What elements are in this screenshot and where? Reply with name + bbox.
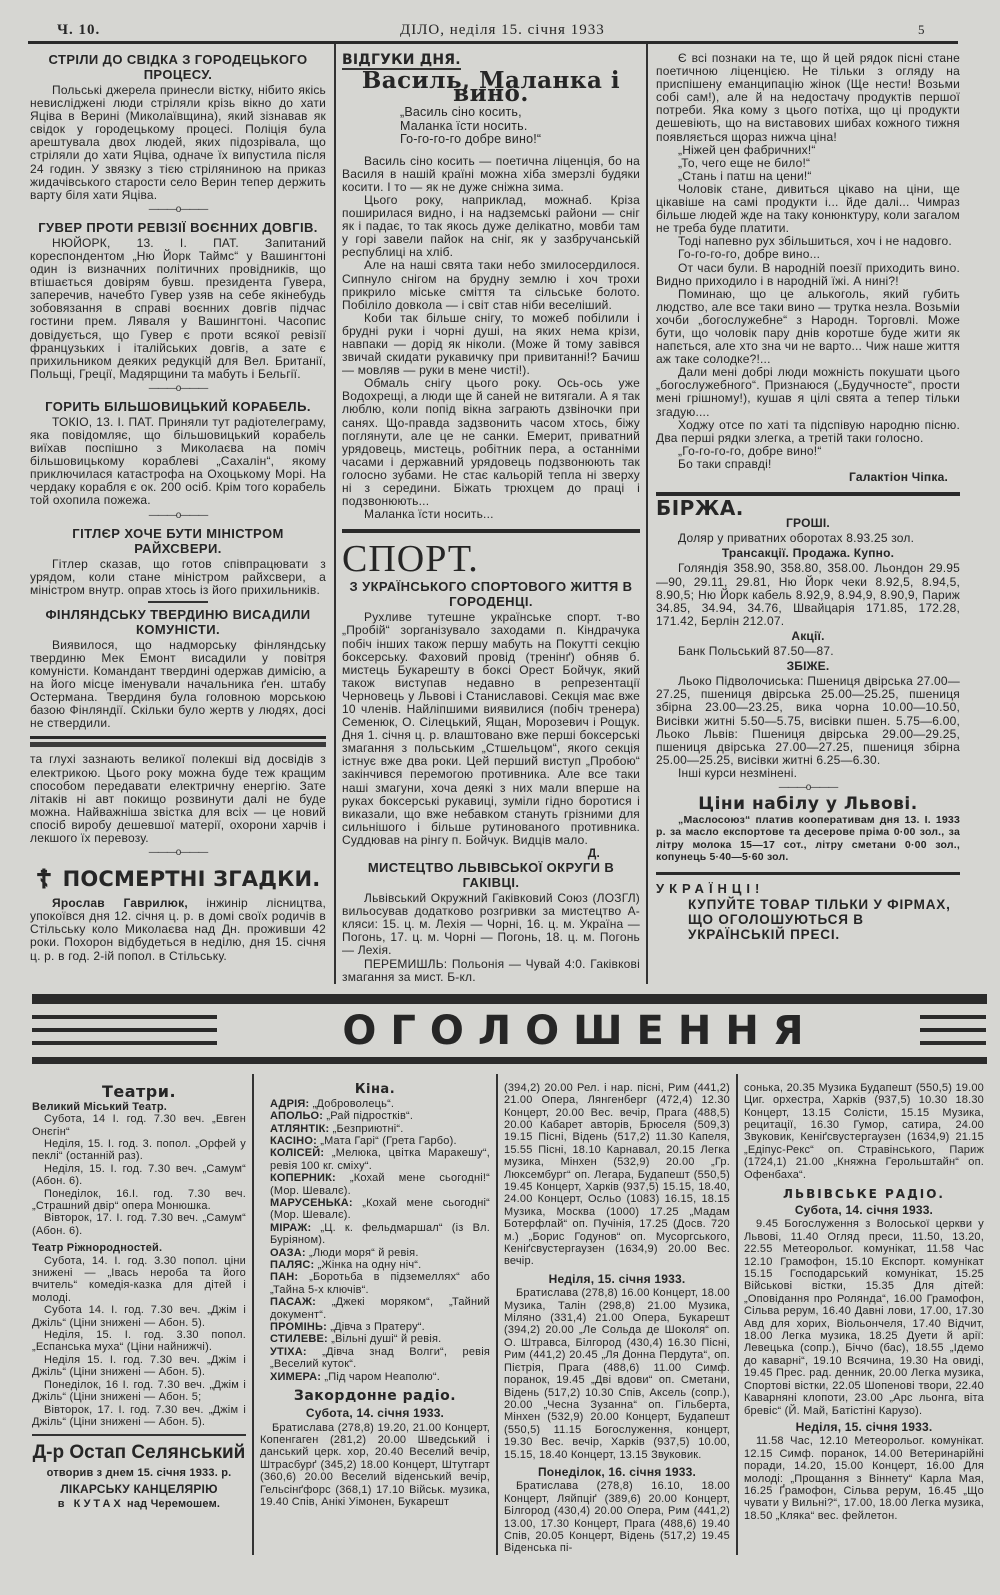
banner-line <box>920 1015 986 1019</box>
film-title: „Під чаром Неаполю“. <box>321 1370 440 1383</box>
theatre-name: Великий Міський Театр. <box>32 1100 168 1113</box>
cinema-name: ПАН: <box>270 1271 299 1284</box>
paragraph: Вівторок, 17. І. год. 7.30 веч. „Самум“ (Абон. 6). <box>32 1212 246 1237</box>
feuilleton-continuation <box>656 52 960 484</box>
paragraph: ПЕРЕМИШЛЬ: Польонія — Чувай 4:0. Гаківкові змагання за мист. Б-кл. <box>342 956 640 984</box>
paragraph: Понеділок, 16.І. год. 7.30 веч. „Страшний двір“ опера Монюшка. <box>32 1187 246 1212</box>
paragraph: Неділя 15. І. год. 7.30 веч. „Джім і Джіль“ (Ціни знижені — Абон. 5). <box>32 1353 246 1379</box>
paragraph <box>260 1247 490 1259</box>
banner-line <box>920 1041 986 1045</box>
town-suffix: над Черемошем. <box>123 1497 221 1510</box>
paragraph: Тоді напевно рух збільшиться, хоч і не надовго. <box>678 234 952 249</box>
separator <box>30 204 326 216</box>
film-title: „Мата Гарі“ (Грета Гарбо). <box>316 1134 457 1147</box>
dairy-title: Ціни набілу у Львові. <box>698 793 918 814</box>
ads-banner <box>32 994 987 1066</box>
theatre-listings <box>32 1255 246 1429</box>
radio-program: Братислава (278,8) 16.00 Концерт, 18.00 Музика, Талін (298,8) 21.00 Музика, Міляно (331,4) 21.00 Опера, Букарешт (394,2) 20.00 „Ле Сольда де Шоколя“ оп. О. Штравса, Білгород (430,4) 16.30 Пісні, Рим (441,2) 20.45 „Ля Донна Пердута“, оп. Пієтрія, Прага (488,6) 11.00 Симф. поранок, 19.45 „Дві вдови“ оп. Сметани, Відень (517,2) 10.30 Спів, Аксель (сопр.), 20.00 „Чесна Зузанна“ оп. Гільберта, Мінхен (532,9) 20.00 Концерт, Будапешт (550,5) 11.15 Богослуження, концерт, 19.30 Вес. вечір, Харків (937,5) 10.00, 15.15, 18.40 Концерт, 13.15 Звуковик. <box>504 1287 730 1461</box>
paragraph <box>260 1333 490 1345</box>
separator <box>30 847 326 859</box>
film-title: „Вільні душі“ й ревія. <box>327 1333 442 1346</box>
town: в КУТАХ <box>57 1497 124 1510</box>
headline: ГОРИТЬ БІЛЬШОВИЦЬКИЙ КОРАБЕЛЬ. <box>45 398 311 414</box>
sport-section <box>342 539 640 983</box>
banner-line <box>32 1015 217 1019</box>
doctor-line: ЛІКАРСЬКУ КАНЦЕЛЯРІЮ <box>60 1481 218 1496</box>
paragraph: Неділя, 15. І. год. 3. попол. „Орфей у пеклі“ (останній раз). <box>32 1137 246 1163</box>
theatres-section <box>32 1074 254 1555</box>
obituary-body: інжинір лісництва, упокоївся дня 12. січня ц. р. в домі своїх родичів в Стільську коло Миколаєва над Дн. проживши 42 роки. Похорон відбудеться в неділю, дня 15. січня ц. р. в год. 2-ій попол. в Стільську. <box>30 896 326 963</box>
cinema-name: АДРІЯ: <box>270 1097 310 1110</box>
cinema-name: ПРОМІНЬ: <box>270 1321 327 1334</box>
lviv-radio-section <box>738 1074 984 1555</box>
feuilleton <box>342 52 640 521</box>
cinema-name: УТІХА: <box>270 1345 307 1358</box>
header-rule <box>28 41 958 44</box>
deceased-name: Ярослав Гаврилюк, <box>52 896 188 911</box>
masthead: ДІЛО, неділя 15. січня 1933 <box>400 22 605 38</box>
right-column <box>648 44 960 984</box>
radio-program: сонька, 20.35 Музика Будапешт (550,5) 19.00 Циг. орхестра, Харків (937,5) 10.30 18.30 Концерт, 13.15 Солісти, 15.15 Музика, рецитації, 16.30 Гумор, сатира, 24.00 Звуковик, Кеніґсвустергаузен (1634,9) 21.15 „Едіпус-Рекс“ оп. Стравінського, Париж (1724,1) 21.00 „Княжна Герольштайн“ оп. Офенбаха“. <box>744 1081 984 1181</box>
orthodox-cross-icon: ☦ <box>35 864 53 895</box>
paragraph: Гітлер сказав, що готов співпрацювати з урядом, коли стане міністром райхсвери, а міністром внутр. оправ хтось із його прихильників. <box>30 556 326 597</box>
paragraph: Бо таки справді! <box>678 456 772 471</box>
cinema-name: АТЛЯНТІК: <box>270 1122 330 1135</box>
paragraph: Неділя, 15. І. год. 7.30 веч. „Самум“ (Абон. 6). <box>32 1162 246 1188</box>
poem-line: Маланка їсти носить. <box>400 118 528 133</box>
feuilleton-body <box>656 52 960 471</box>
dairy-prices: „Маслосоюз“ платив кооперативам дня 13. І. 1933 р. за масло експортове та десерове пріма 0·00 зол., за літру молока 15—17 сот., літру сметани 0·00 зол., копунець 5·40—5·60 зол. <box>656 814 960 864</box>
paragraph: та глухі зазнають великої полекші від досвідів з електрикою. Цього року можна буде теж кращим способом передавати електричну енергію. Зате літаків ні авт покищо розвинути далі не буде можна. Найважніша звістка для всіх — це новий спосіб виробу дешевшої матерії, охорони харчів і лекшого їх перевозу. <box>30 752 326 846</box>
separator <box>656 782 960 794</box>
paragraph: Субота 14. І. год. 7.30 веч. „Джім і Джіль“ (Ціни знижені — Абон. 5). <box>32 1304 246 1329</box>
cinema-name: ПАСАЖ: <box>270 1296 316 1309</box>
author-signature: Галактіон Чіпка. <box>849 470 948 484</box>
section-rule <box>342 529 640 533</box>
exchange-rubric: БІРЖА. <box>656 496 744 521</box>
rubric: ВІДГУКИ ДНЯ. <box>342 52 461 68</box>
paragraph <box>260 1296 490 1321</box>
divider <box>30 736 326 739</box>
headline: ГІТЛЄР ХОЧЕ БУТИ МІНІСТРОМ РАЙХСВЕРИ. <box>72 525 284 556</box>
cinema-name: КАСІНО: <box>270 1134 317 1147</box>
radio-program: 11.58 Час, 12.10 Метеорольог. комунікат. 12.15 Симф. поранок, 14.00 Ветеринарійні поради, 14.20, 15.00 Концерт, 16.00 Для молоді: „Прощання з Віннету“ Карла Мая, 16.25 Ґрамофон, Сільва рерум, 16.45 „Що чувати у Вильні?“, 17.00, 18.00 Легка музика, 18.50 „Кляка“ вес. фейлетон. <box>744 1435 984 1522</box>
cinema-name: АПОЛЬО: <box>270 1110 324 1123</box>
separator <box>30 510 326 522</box>
foreign-radio-title: Закордонне радіо. <box>293 1388 457 1405</box>
paragraph <box>260 1271 490 1296</box>
doctor-name: Д-р Остап Селянський <box>32 1442 246 1464</box>
cinema-name: ПАЛЯС: <box>270 1259 315 1272</box>
paragraph: „Ніжей цен фабричних!“ <box>678 142 816 157</box>
day-heading: Неділя, 15. січня 1933. <box>795 1419 933 1434</box>
paragraph <box>260 1098 490 1110</box>
obituaries-title: ПОСМЕРТНІ ЗГАДКИ. <box>62 867 321 892</box>
paragraph: „Стань і патш на цени!“ <box>678 168 812 183</box>
subheading: ЗБІЖЕ. <box>786 659 830 674</box>
cinema-name: СТИЛЕВЕ: <box>270 1333 328 1346</box>
radio-program: Братислава (278,8) 19.20, 21.00 Концерт, Копенгаген (281,2) 20.00 Шведський і данський церк. хор, 20.40 Веселий вечір, Штрасбурґ (345,2) 18.00 Концерт, Штутгарт (360,6) 20.00 Веселий віденський вечір, Гельсінґфорс (368,1) 17.10 Військ. музика, 19.40 Спів, Анікі Уімонен, Букарешт <box>260 1421 490 1508</box>
separator <box>148 601 208 603</box>
paragraph: Ходжу отсе по хаті та підспівую народню пісню. Два перші рядки злегка, а третій таки голосно. <box>656 417 960 445</box>
paragraph: Вівторок, 17. І. год. 7.30 веч. „Джім і Джіль“ (Ціни знижені — Абон. 5). <box>32 1403 246 1428</box>
paragraph: Поминаю, що це алькоголь, який губить людство, але все таки вино — трутка незла. Возьміи хочби „богослужебне“ з Народн. Торговлі. Може бути, що чоловік пару днів коротше буде жити як напється, але хто зна чи не варто... Чиж наше життя аж таке солодке?!... <box>656 286 960 367</box>
separator <box>30 383 326 395</box>
radio-program: 9.45 Богослуження з Волоської церкви у Львові, 11.40 Огляд преси, 11.50, 13.20, 22.55 Метеорольог. комунікат, 11.58 Час 12.10 Грамофон, 15.10 Експорт. комунікат 15.15 Господарський комунікат, 15.25 Військові вістки, 15.35 Для дітей: „Оповідання про Роляндa“, 16.00 Грамофон, Сільва рерум, 16.40 Давні лови, 17.00, 17.30 Авд для хорих, Віольончеля, 17.40 Відчит, 18.00 Легка музика, 18.25 Дуети й арії: Левецька (сопр.), Біччо (бас), 18.55 „Ідемо до каварні“, 19.10 Всячина, 19.30 На овиді, 19.45 Прес. рад. денник, 20.00 Легка музика, Спортові вістки, 22.05 Шопенові твори, 22.40 Каварняні клопоти, 23.00 „Арс льонга, віта бревіс“ (Й. Май, Батістіні Карузо). <box>744 1218 984 1417</box>
banner-line <box>920 1028 986 1032</box>
day-heading: Неділя, 15. січня 1933. <box>548 1271 686 1286</box>
day-heading: Понеділок, 16. січня 1933. <box>537 1464 697 1479</box>
paragraph: Субота, 14. І. год. 3.30 попол. ціни знижені — „Івась нероба та його вчитель“ комедія-казка для дітей і молоді. <box>32 1254 246 1304</box>
feuilleton-body <box>342 155 640 522</box>
cinema-name: КОЛІСЕЙ: <box>270 1147 325 1160</box>
paragraph: Маланка їсти носить... <box>364 507 494 522</box>
poem-line: Го-го-го-го добре вино!“ <box>400 132 542 147</box>
ads-section <box>32 1074 987 1555</box>
subheading: Акції. <box>791 628 825 643</box>
article-body <box>30 416 326 508</box>
other-rates: Інші курси незмінені. <box>678 765 798 780</box>
appeal-text: КУПУЙТЕ ТОВАР ТІЛЬКИ У ФІРМАХ, ЩО ОГОЛОШУЮТЬСЯ В УКРАЇНСЬКІЙ ПРЕСІ. <box>688 896 951 942</box>
article-continuation <box>30 753 326 845</box>
headline: З УКРАЇНСЬКОГО СПОРТОВОГО ЖИТТЯ В ГОРОДЕНЦІ. <box>349 579 633 610</box>
ads-banner-title: ОГОЛОШЕННЯ <box>342 1007 818 1054</box>
subheading: Трансакції. Продажа. Купно. <box>721 546 895 561</box>
paragraph: НЮЙОРК, 13. І. ПАТ. Запитаний кореспондентом „Ню Йорк Таймс“ у Вашингтоні один із визначних політичних провідників, що втішається довірям бувш. президента Гувера, заперечив, начебто Гувер узяв на себе якінебудь зобовязання в справі воєнних довгів підчас гостини прем. Ляваля у Вашингтоні. Часопис довідується, що Гувер є проти всякої ревізії французьких і італійських довгів, а зате є прихильником деяких редукцій для Вел. Британії, Польщі, Греції, Мадярщини та мабуть і Бельгії. <box>30 235 326 381</box>
paragraph <box>260 1259 490 1271</box>
issue-number: Ч. 10. <box>57 22 101 38</box>
paragraph: Рухливе тутешне українське спорт. т-во „Пробій“ зорганізувало заходами п. Кіндрачука побіч інших також першу мабуть на Покутті секцію боксерську. Фаховий провід (тренінґ) обняв б. мистець Букарешту в боксі Орест Бойчук, який також виступав недавно в репрезентації Черновець у Львові і Станиславові. Секція має вже 10 членів. Найліпшими виявилися (побіч тренера) Семенюк, О. Сілецький, Ящан, Морозевич і Рощук. Дня 1. січня ц. р. влаштовано вже перші боксерські змагання з польським „Стшельцом“, якого секція істнує вже два роки. Цей перший виступ „Пробою“ закінчився перемогою противника. Але все таки наші змагуни, хоча деякі з них мали вперше на руках боксерські рукавиці, зуміли гідно боротися і виказали, що вже небавком стануть грізними для сильнішого і більше рутинованого противника. Суддював на рінгу п. Бойчук. Видців мало. <box>342 610 640 847</box>
money-rate: Доляр у приватних оборотах 8.93.25 зол. <box>678 531 915 546</box>
lviv-radio-title: ЛЬВІВСЬКЕ РАДІО. <box>782 1187 945 1201</box>
paragraph: Василь сіно косить — поетична ліценція, бо на Василя в нашій країні можна хіба змерзлі будяки косити. І то — як не дуже сніжна зима. <box>342 153 640 194</box>
banner-line <box>32 1041 217 1045</box>
film-title: „Люди моря“ й ревія. <box>305 1246 419 1259</box>
sport-rubric: СПОРТ. <box>342 538 479 581</box>
radio-program: Братислава (278,8) 16.10, 18.00 Концерт, Ляйпціґ (389,6) 20.00 Концерт, Білгород (430,4) 20.00 Опера, Рим (441,2) 13.00, 17.30 Концерт, Прага (488,6) 19.40 Спів, 20.05 Концерт, Відень (517,2) 19.45 Віденська пі- <box>504 1480 730 1555</box>
film-title: „Ц. к. фельдмаршал“ (із Вл. Буріяном). <box>270 1221 490 1247</box>
poem-line: „Василь сіно косить, <box>400 105 522 120</box>
page-header <box>0 0 1000 44</box>
paragraph: „Го-го-го-го, добре вино!“ <box>678 443 822 458</box>
cinemas-section <box>254 1074 498 1555</box>
paragraph <box>260 1346 490 1371</box>
paragraph: Понеділок, 16 І. год. 7.30 веч. „Джім і Джіль“ (Ціни знижені — Абон. 5; <box>32 1378 246 1404</box>
headline: СТРІЛИ ДО СВІДКА З ГОРОДЕЦЬКОГО ПРОЦЕСУ. <box>48 52 308 82</box>
middle-column <box>336 44 648 984</box>
top-section <box>30 44 960 984</box>
divider <box>30 742 326 747</box>
paragraph: От часи були. В народній поезії приходить вино. Видно приходило і в народній їжі. А нині?! <box>656 260 960 288</box>
cinema-listings <box>260 1098 490 1383</box>
day-heading: Субота, 14. січня 1933. <box>305 1406 445 1421</box>
paragraph: ТОКІО, 13. І. ПАТ. Приняли тут радіотелеграму, яка повідомляє, що більшовицький корабель виїхав поспішно з Миколаєва на поміч більшовицькому кораблеві „Сахалін“, якому приключилася катастрофа на Охоцькому Морі. На чердаку корабля є ок. 200 осіб. Крім того корабель той охопила пожежа. <box>30 414 326 508</box>
news-column <box>30 44 336 984</box>
film-title: „Безприютні“. <box>329 1122 404 1135</box>
headline: ГУВЕР ПРОТИ РЕВІЗІЇ ВОЄННИХ ДОВГІВ. <box>38 219 318 235</box>
paragraph: „То, чего еще не било!“ <box>678 155 811 170</box>
paragraph: Є всі познаки на те, що й цей рядок пісні стане поетичною ліценцією. Не тільки з огляду на приспішену еманципацію жінок (Ще нести! Возьми собі сам!), але й на недостачу продуктів першої потреби. Яка кому з цього потіха, що ці продукти дешевіють, що на виставових шибах кожного тижня появляється щораз нижча ціна! <box>656 51 960 144</box>
paragraph <box>260 1172 490 1197</box>
article-body <box>30 84 326 202</box>
paragraph <box>260 1222 490 1247</box>
paragraph: Чоловік стане, дивиться цікаво на ціни, ще цікавіше на самі продукти і... йде далі... Чимраз більше людей жде на таку конюнктуру, коли загалом не треба буде платити. <box>656 181 960 236</box>
doctor-line: отворив з днем 15. січня 1933. р. <box>46 1467 232 1480</box>
divider <box>32 1434 246 1436</box>
doctor-line <box>32 1498 246 1510</box>
banner-bar <box>32 994 987 1004</box>
film-title: „Мелюка, цвітка Маракешу“, ревія 100 кг. сміху“. <box>270 1147 490 1172</box>
divider <box>656 872 960 875</box>
paragraph: Польські джерела принесли вістку, нібито якісь невислідженi люди стріляли крізь вікно до хати Яціва в Верині (Миколаївщина), який зізнавав як свідок у городецькому процесі. Поліція була арештувала двох людей, яких підозрівала, що стріляли до хати Яціва, одначе їх випустила після 24 годин. У звязку з тією стріляниною на приказ жидачівського старости село Верин тепер держить варту біля хати Яціва. <box>30 83 326 202</box>
theatres-title: Театри. <box>101 1081 177 1101</box>
paragraph <box>260 1321 490 1333</box>
author-signature: Д. <box>587 846 600 860</box>
paragraph <box>260 1123 490 1135</box>
subheading: ГРОШІ. <box>786 516 830 531</box>
headline: МИСТЕЦТВО ЛЬВІВСЬКОЇ ОКРУГИ В ГАКІВЦІ. <box>367 860 615 891</box>
paragraph: Але на наші свята таки небо змилосердилося. Сипнуло снігом на брудну землю і хоч трохи прикрило міське сміття та сільське болото. Побіліло довкола — і світ став ніби веселіший. <box>342 258 640 312</box>
day-heading: Субота, 14. січня 1933. <box>794 1203 934 1217</box>
paragraph <box>260 1147 490 1172</box>
shares: Банк Польський 87.50—87. <box>678 644 834 659</box>
film-title: „Дівча з Пратеру“. <box>327 1321 425 1334</box>
film-title: „Жінка на одну ніч“. <box>314 1259 422 1272</box>
cinema-name: ХИМЕРА: <box>270 1370 322 1383</box>
obituary-text <box>30 897 326 962</box>
headline: ФІНЛЯНДСЬКУ ТВЕРДИНЮ ВИСАДИЛИ КОМУНІСТИ. <box>45 606 311 637</box>
appeal-head: УКРАЇНЦІ! <box>656 880 765 896</box>
obituaries-heading <box>30 865 326 893</box>
feuilleton-title: Василь, Маланка і вино. <box>361 67 621 108</box>
transactions: Голяндія 358.90, 358.80, 358.00. Льондон 29.95—90, 29.11, 29.81, Ню Йорк чеки 8.92,5, 8.94,5, 8.90,5; Ню Йорк кабель 8.92,9, 8.94,9, 8.90,9, Париж 34.85, 34.94, 34.76, Швайцарія 171.85, 172.28, 171.42, Берлін 212.07. <box>656 561 960 628</box>
grain-prices: Льоко Підволочиська: Пшениця двірська 27.00—27.25, пшениця двірська 25.00—25.25, пшениця збірна 23.00—23.25, вика чорна 10.00—10.50, Висівки житні 5.50—5.75, висівки пшен. 5.75—6.00, Льоко Львів: Пшениця двірська 29.00—29.25, пшениця двірська 27.00—27.25, пшениця збірна 25.00—25.25, висівки житні 6.25—6.30. <box>656 674 960 767</box>
paragraph: Неділя, 15. І. год. 3.30 попол. „Еспанська муха“ (Ціни найнижчі). <box>32 1329 246 1354</box>
exchange-section <box>656 496 960 942</box>
paragraph <box>260 1135 490 1147</box>
radio-program: (394,2) 20.00 Рел. і нар. пісні, Рим (441,2) 21.00 Опера, Лянгенберг (472,4) 12.30 Концерт, 20.00 Вес. вечір, Прага (488,5) 20.00 Кабарет авторів, Брюселя (509,3) 19.15 Пісні, Відень (517,2) 11.30 Капеля, 15.55 Пісні, 18.10 Карнавал, 20.15 Легка музика, Мінхен (532,9) 20.00 „Гр. Люксембург“ оп. Легара, Будапешт (550,5) 19.45 Концерт, Харків (937,5) 15.15, 18.40, 24.00 Концерт, Осльо (1083) 16.15, 18.15 Музика, Москва (1000) 17.25 „Мадам Ботерфлай“ оп. Пучінія, 17.25 (Досв. 720 м.) „Борис Годунов“ оп. Мусоргського, Кеніґсвустергаузен (1634,9) 20.00 Вес. вечір. <box>504 1081 730 1268</box>
film-title: „Доброволець“. <box>309 1097 395 1110</box>
foreign-radio-continued <box>498 1074 738 1555</box>
film-title: „Кохай мене сьогодні!“ (Мор. Шевалє). <box>270 1172 490 1197</box>
film-title: „Джекі моряком“, „Тайний документ“. <box>270 1296 490 1321</box>
page-number: 5 <box>918 22 926 37</box>
banner-bar <box>32 1057 987 1064</box>
paragraph <box>260 1110 490 1122</box>
theatre-name: Театр Ріжнородностей. <box>32 1242 163 1255</box>
article-body <box>342 611 640 847</box>
film-title: „Боротьба в підземеллях“ або „Тайна 5-х ключів“. <box>270 1271 490 1296</box>
theatre-listings <box>32 1113 246 1237</box>
article-body <box>30 639 326 731</box>
paragraph: Цього року, наприклад, можнаб. Кріза поширилася видно, і на надземські райони — сніг як і падає, то так якось дуже делікатно, мовби там у горі завели пайок на сніг, як у зазбручанській республиці на хліб. <box>342 192 640 260</box>
paragraph: Дали мені добрі люди можність покушати цього „богослужебного“. Признаюся („Будучносте“, прости мені грішному!), кушав я цілі свята а тепер тільки згадую.... <box>656 365 960 419</box>
paragraph: Го-го-го-го, добре вино... <box>678 247 821 262</box>
paragraph: Львівський Окружний Гаківковий Союз (ЛОЗГЛ) вильосував додатково розгривки за мистецтво А-кляси: 15. ц. м. Лехія — Чорні, 16. ц. м. Україна — Погонь, 17. ц. м. Чорні — Погонь, 18. ц. м. Погонь — Лехія. <box>342 891 640 958</box>
article-body <box>30 558 326 597</box>
film-title: „Кохай мене сьогодні“ (Мор. Шевалє). <box>270 1197 490 1222</box>
paragraph: Коби так більше снігу, то можеб побілили і брудні руки і чорні душі, на яких нема крізи, навпаки — дорід як ніколи. (Може й тому завівся звичай скидати рукавичку при привитанні!? Бачиш — мовляв — руки в мене чисті!). <box>342 310 640 378</box>
paragraph: Виявилося, що надморську фінляндську твердиню Мек Емонт висадили у повітря комуністи. Командант твердині одержав димісію, а на його місце іменували начальника ґен. штабу Остермана. Твердиня була головною морською базою Фінляндії. Скільки було жертв у людях, досі не ствердили. <box>30 637 326 731</box>
paragraph <box>260 1197 490 1222</box>
article-body <box>30 237 326 381</box>
cinema-name: МАРУСЕНЬКА: <box>270 1197 353 1209</box>
film-title: „Рай підростків“. <box>323 1110 414 1123</box>
paragraph: Субота, 14 І. год. 7.30 веч. „Евген Онєгін“ <box>32 1113 246 1138</box>
banner-line <box>32 1028 217 1032</box>
article-body <box>342 892 640 984</box>
cinemas-title: Кіна. <box>354 1081 396 1097</box>
cinema-name: ОАЗА: <box>270 1246 306 1259</box>
epigraph-poem <box>342 106 640 147</box>
paragraph: Обмаль снігу цього року. Ось-ось уже Водохрещі, а люди ще й саней не витягали. А я так люблю, коли попід вікна заграють дзвіночки при санях. Що-правда задзвонить часом хтось, біжу поглянути, але це не санки. Емерит, приватний урядовець, мистець, робітник пера, а останніми часами і державний урядовець подзвонюють так голосно зубами. Не стає кальорій тепла ні зверху ні з середини. Біжать трюхцем до праці і подзвонюють... <box>342 376 640 509</box>
film-title: „Дівча знад Волги“, ревія „Веселий куток“. <box>270 1345 490 1371</box>
paragraph <box>260 1371 490 1383</box>
cinema-name: КОПЕРНИК: <box>270 1172 336 1185</box>
cinema-name: МІРАЖ: <box>270 1221 312 1234</box>
